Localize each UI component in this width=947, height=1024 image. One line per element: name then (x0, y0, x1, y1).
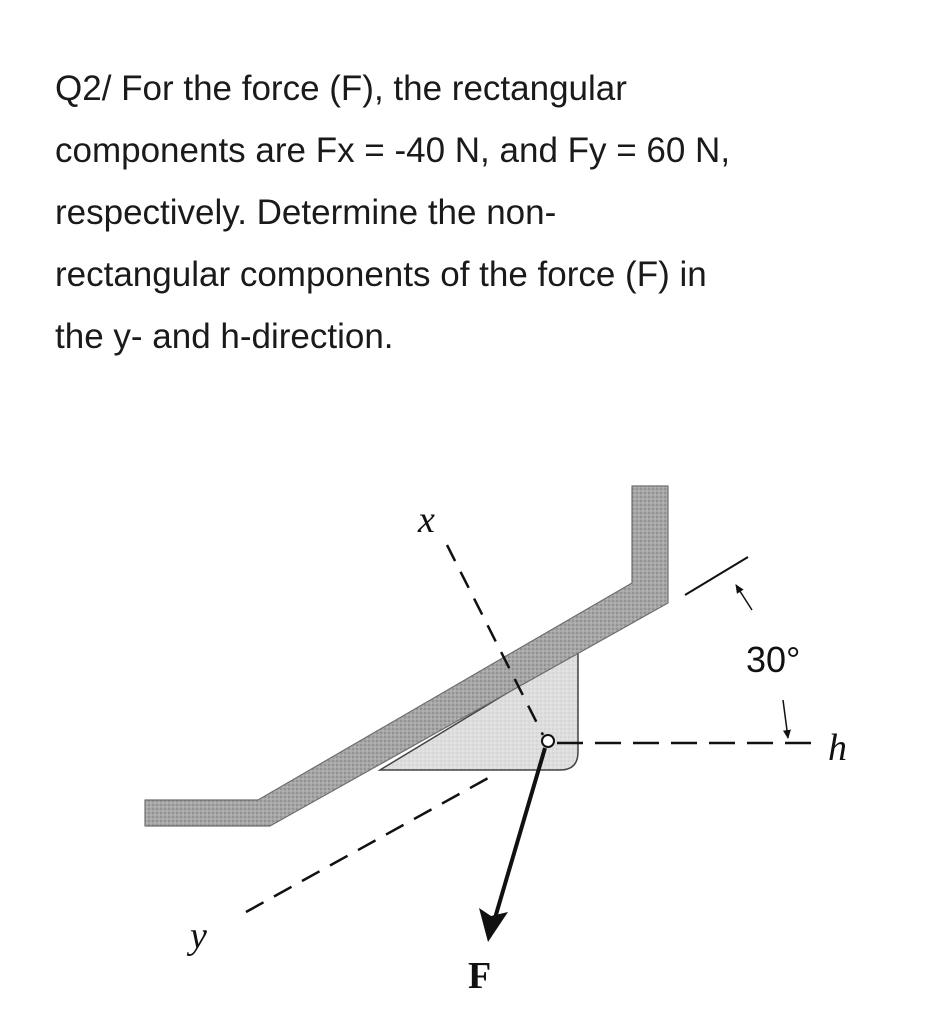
question-line-5: the y- and h-direction. (55, 317, 394, 356)
angle-arrow-upper (736, 585, 752, 610)
x-axis-label: x (418, 499, 435, 541)
question-text (55, 58, 915, 368)
y-axis-label: y (190, 915, 207, 957)
h-axis-label: h (828, 727, 847, 769)
force-arrowhead (479, 908, 508, 942)
bracket (145, 486, 668, 826)
question-line-3: respectively. Determine the non- (55, 193, 557, 232)
force-vector-line (495, 748, 545, 918)
question-line-4: rectangular components of the force (F) in (55, 255, 707, 294)
force-diagram (0, 400, 947, 1024)
angle-arrow-lower (783, 700, 788, 738)
force-label: F (468, 955, 492, 997)
pin-point (542, 735, 554, 747)
question-line-2: components are Fx = -40 N, and Fy = 60 N, (55, 131, 731, 170)
angle-label: 30° (746, 639, 801, 680)
question-line-1: Q2/ For the force (F), the rectangular (55, 69, 627, 108)
